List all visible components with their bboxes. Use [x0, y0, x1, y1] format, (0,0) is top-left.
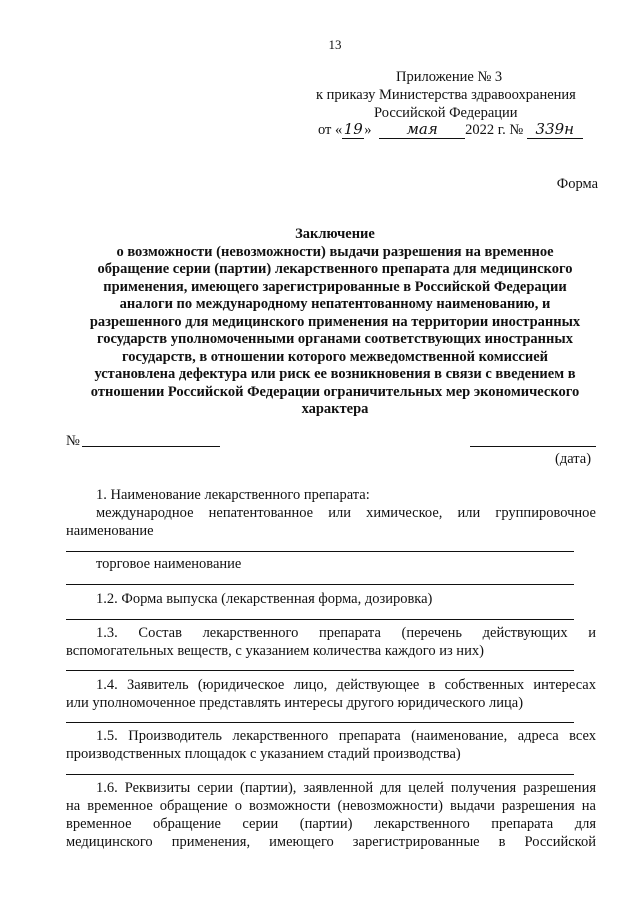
fill-line	[66, 584, 574, 585]
date-year: 2022 г. №	[465, 122, 524, 138]
handwritten-day: 19	[343, 120, 363, 138]
title-line: обращение серии (партии) лекарственного препарата для медицинского	[97, 261, 573, 277]
section-1-2: 1.2. Форма выпуска (лекарственная форма, дозировка)	[96, 591, 433, 607]
section-1b-label: торговое наименование	[96, 556, 242, 572]
title-line: государств, в отношении которого межведомственной комиссией	[121, 348, 548, 365]
title-line: о возможности (невозможности) выдачи разрешения на временное	[116, 243, 554, 260]
section-1a-line-1: международное непатентованное или химическое, или группировочное	[96, 505, 596, 521]
section-1-3-line-2: вспомогательных веществ, с указанием количества каждого из них)	[66, 643, 484, 659]
fill-line	[66, 722, 574, 723]
page-number: 13	[328, 37, 342, 52]
document-title	[62, 226, 608, 419]
appendix-ministry-country: Российской Федерации	[374, 105, 518, 121]
section-1a-line-2: наименование	[66, 523, 154, 539]
title-line: аналоги по международному непатентованному наименованию, и	[119, 296, 551, 312]
date-label: (дата)	[555, 451, 592, 467]
title-line: характера	[301, 401, 369, 417]
section-1-6-line-4: медицинского применения, имеющего зарегистрированные в Российской	[66, 834, 596, 850]
handwritten-order-number: 339н	[527, 120, 583, 139]
title-line: отношении Российской Федерации ограничительных мер экономического	[90, 383, 580, 400]
section-1-6-line-3: временное обращение серии (партии) лекарственного препарата для	[66, 816, 596, 832]
fill-line	[66, 619, 574, 620]
fill-line	[66, 670, 574, 671]
section-1-heading: 1. Наименование лекарственного препарата:	[96, 487, 370, 503]
section-1-5-line-2: производственных площадок с указанием стадий производства)	[66, 746, 461, 762]
fill-line	[66, 551, 574, 552]
date-prefix: от «	[318, 122, 343, 138]
section-1-3-line-1: 1.3. Состав лекарственного препарата (перечень действующих и	[96, 625, 596, 641]
appendix-date-line	[318, 120, 583, 139]
title-line: установлена дефектура или риск ее возникновения в связи с введением в	[94, 366, 576, 382]
number-blank-line	[82, 446, 220, 447]
section-1-4-line-2: или уполномоченное представлять интересы другого юридического лица)	[66, 695, 524, 711]
fill-line	[66, 774, 574, 775]
number-sign: №	[66, 433, 80, 449]
title-heading: Заключение	[295, 226, 375, 242]
section-1-6-line-2: на временное обращение о возможности (невозможности) выдачи разрешения на	[66, 798, 596, 814]
section-1-5-line-1: 1.5. Производитель лекарственного препарата (наименование, адреса всех	[96, 728, 596, 744]
date-day-close: »	[364, 122, 372, 138]
title-line: разрешенного для медицинского применения на территории иностранных	[89, 313, 581, 330]
section-1-4-line-1: 1.4. Заявитель (юридическое лицо, действующее в собственных интересах	[96, 677, 596, 693]
title-line: применения, имеющего зарегистрированные в Российской Федерации	[103, 278, 567, 295]
date-blank-line	[470, 446, 596, 447]
appendix-order-ref: к приказу Министерства здравоохранения	[316, 87, 576, 103]
section-1-6-line-1: 1.6. Реквизиты серии (партии), заявленной для целей получения разрешения	[96, 780, 596, 796]
title-line: государств уполномоченными органами соответствующих иностранных	[97, 331, 573, 347]
form-label: Форма	[556, 176, 598, 192]
handwritten-month: мая	[379, 120, 465, 139]
appendix-title: Приложение № 3	[396, 69, 503, 85]
